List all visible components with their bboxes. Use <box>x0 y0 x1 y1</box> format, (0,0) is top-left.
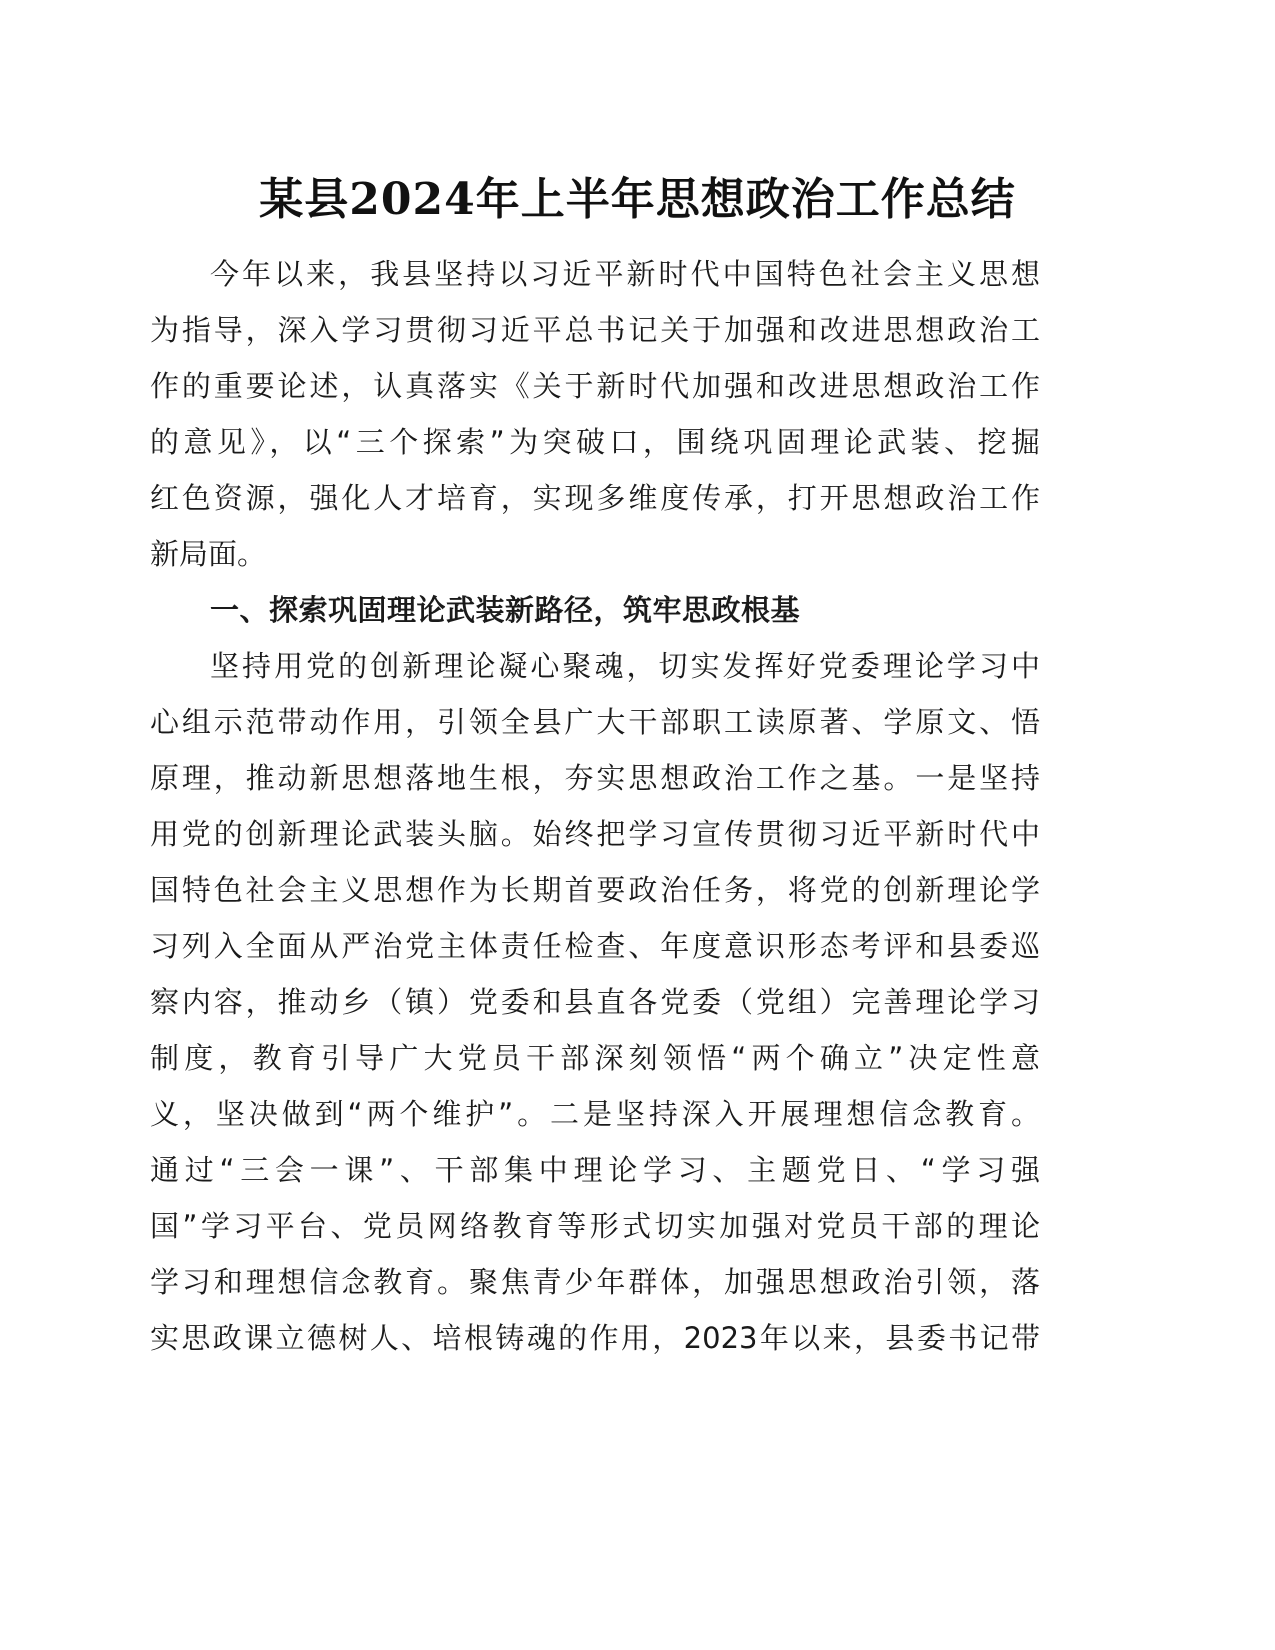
body-line: 通过“三会一课”、干部集中理论学习、主题党日、“学习强 <box>150 1153 1040 1187</box>
body-line: 习列入全面从严治党主体责任检查、年度意识形态考评和县委巡 <box>150 929 1040 963</box>
intro-line: 红色资源，强化人才培育，实现多维度传承，打开思想政治工作 <box>150 481 1040 515</box>
section-heading: 一、探索巩固理论武装新路径，筑牢思政根基 <box>210 593 801 627</box>
intro-line: 作的重要论述，认真落实《关于新时代加强和改进思想政治工作 <box>150 369 1040 403</box>
body-line: 制度，教育引导广大党员干部深刻领悟“两个确立”决定性意 <box>150 1041 1040 1075</box>
intro-line: 今年以来，我县坚持以习近平新时代中国特色社会主义思想 <box>210 257 1040 291</box>
body-line: 用党的创新理论武装头脑。始终把学习宣传贯彻习近平新时代中 <box>150 817 1040 851</box>
body-line: 心组示范带动作用，引领全县广大干部职工读原著、学原文、悟 <box>150 705 1040 739</box>
intro-line: 新局面。 <box>150 537 267 571</box>
intro-line: 的意见》，以“三个探索”为突破口，围绕巩固理论武装、挖掘 <box>150 425 1040 459</box>
body-line: 察内容，推动乡（镇）党委和县直各党委（党组）完善理论学习 <box>150 985 1040 1019</box>
body-line: 国”学习平台、党员网络教育等形式切实加强对党员干部的理论 <box>150 1209 1040 1243</box>
body-line: 实思政课立德树人、培根铸魂的作用，2023年以来，县委书记带 <box>150 1321 1040 1355</box>
body-line: 义，坚决做到“两个维护”。二是坚持深入开展理想信念教育。 <box>150 1097 1040 1131</box>
body-line: 国特色社会主义思想作为长期首要政治任务，将党的创新理论学 <box>150 873 1040 907</box>
body-line: 学习和理想信念教育。聚焦青少年群体，加强思想政治引领，落 <box>150 1265 1040 1299</box>
body-line: 坚持用党的创新理论凝心聚魂，切实发挥好党委理论学习中 <box>210 649 1040 683</box>
intro-line: 为指导，深入学习贯彻习近平总书记关于加强和改进思想政治工 <box>150 313 1040 347</box>
body-line: 原理，推动新思想落地生根，夯实思想政治工作之基。一是坚持 <box>150 761 1040 795</box>
document-title: 某县2024年上半年思想政治工作总结 <box>259 174 1016 225</box>
